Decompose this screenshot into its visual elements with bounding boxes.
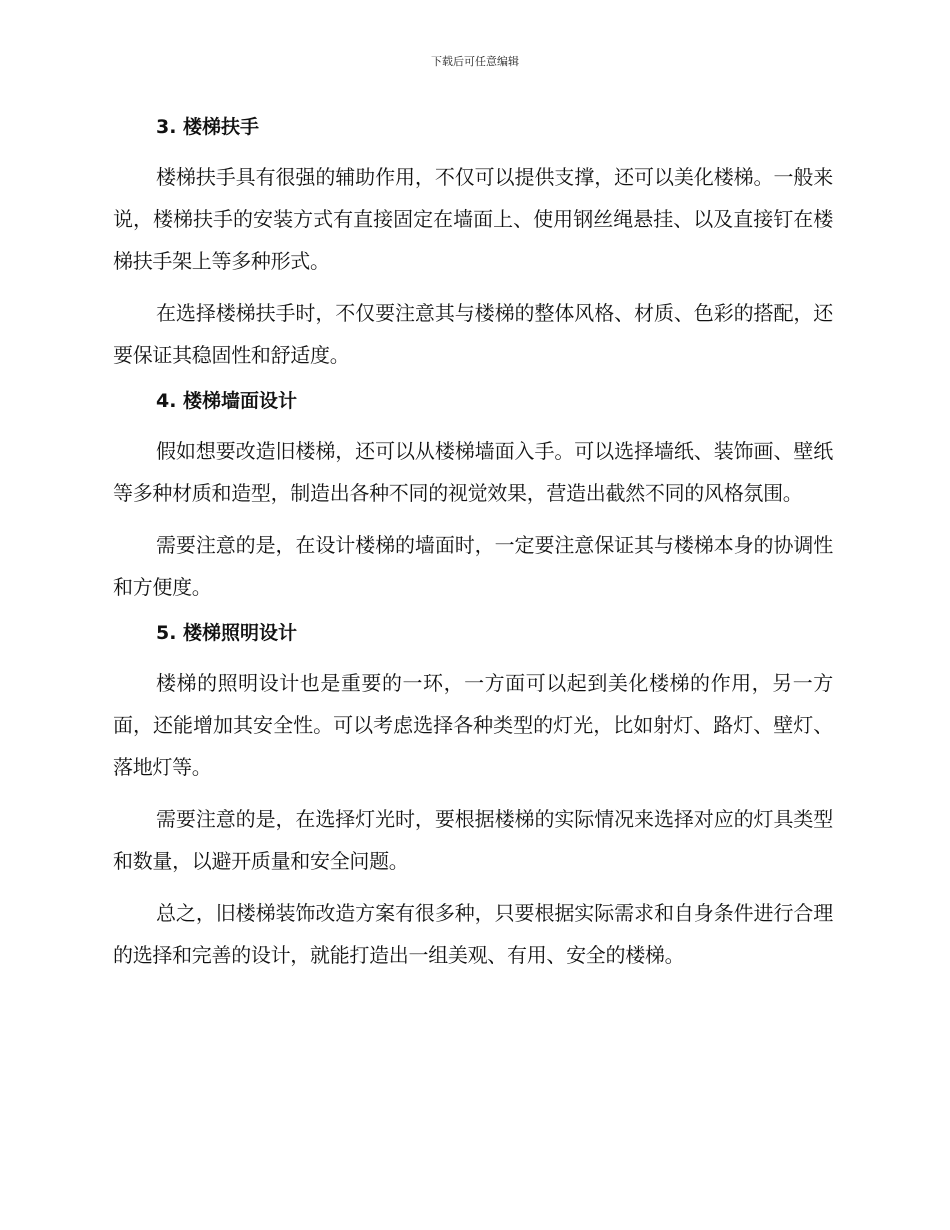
document-body <box>113 112 833 986</box>
section-wall-design <box>113 386 833 608</box>
section-lighting-design <box>113 618 833 976</box>
paragraph: 需要注意的是，在设计楼梯的墙面时，一定要注意保证其与楼梯本身的协调性和方便度。 <box>113 533 833 599</box>
paragraph: 假如想要改造旧楼梯，还可以从楼梯墙面入手。可以选择墙纸、装饰画、壁纸等多种材质和造型，制造出各种不同的视觉效果，营造出截然不同的风格氛围。 <box>113 439 833 505</box>
paragraph: 需要注意的是，在选择灯光时，要根据楼梯的实际情况来选择对应的灯具类型和数量，以避开质量和安全问题。 <box>113 807 833 873</box>
paragraph: 楼梯的照明设计也是重要的一环，一方面可以起到美化楼梯的作用，另一方面，还能增加其安全性。可以考虑选择各种类型的灯光，比如射灯、路灯、壁灯、落地灯等。 <box>113 671 833 779</box>
page-header-note: 下载后可任意编辑 <box>431 55 519 68</box>
section-heading: 3. 楼梯扶手 <box>156 116 260 138</box>
paragraph: 总之，旧楼梯装饰改造方案有很多种，只要根据实际需求和自身条件进行合理的选择和完善的设计，就能打造出一组美观、有用、安全的楼梯。 <box>113 901 833 967</box>
section-heading: 4. 楼梯墙面设计 <box>156 390 298 412</box>
section-handrail <box>113 112 833 376</box>
paragraph: 楼梯扶手具有很强的辅助作用，不仅可以提供支撑，还可以美化楼梯。一般来说，楼梯扶手的安装方式有直接固定在墙面上、使用钢丝绳悬挂、以及直接钉在楼梯扶手架上等多种形式。 <box>113 165 833 273</box>
section-heading: 5. 楼梯照明设计 <box>156 622 298 644</box>
paragraph: 在选择楼梯扶手时，不仅要注意其与楼梯的整体风格、材质、色彩的搭配，还要保证其稳固性和舒适度。 <box>113 301 833 367</box>
